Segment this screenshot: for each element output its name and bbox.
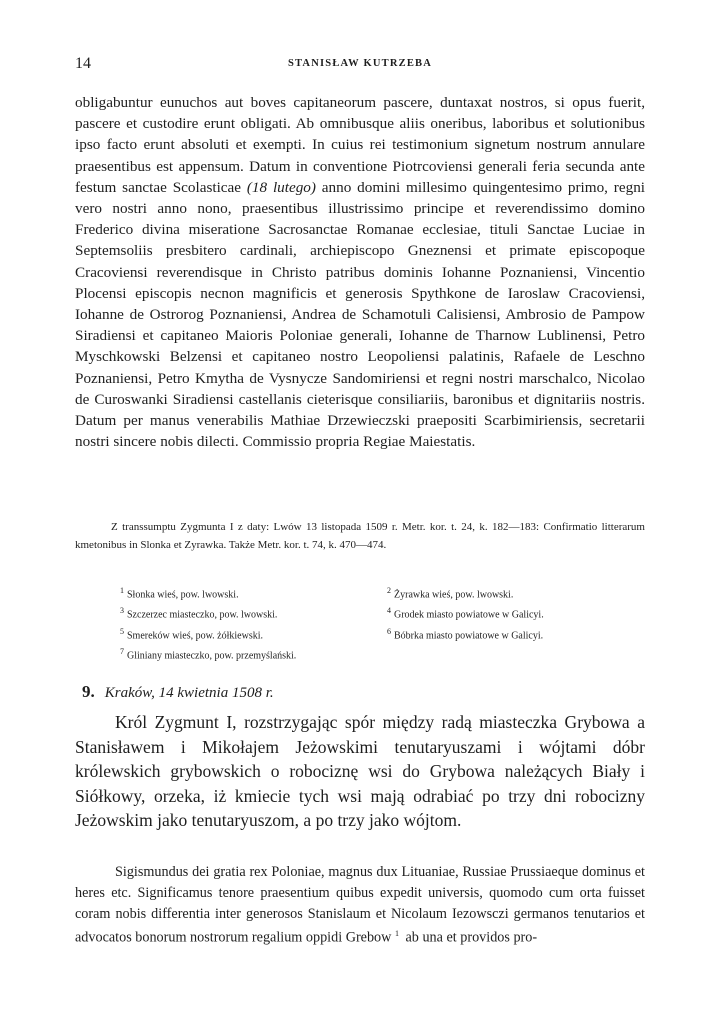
date-note: (18 lutego) [246, 178, 316, 196]
document-body: Sigismundus dei gratia rex Poloniae, magnus dux Lituaniae, Russiae Prussiaeque dominus et heres etc. Significamus tenore praesentium quibus expedit universis, quomodo cum orta fuisset coram nobis differentia inter generosos Stanislaum et Nicolaum Iezowsczi germanos tenutarios et advocatos bonorum nostrorum regalium oppidi Grebow $^1$ ab una et providos pro- [75, 864, 645, 947]
footnote: $^3$ Szczerzec miasteczko, pow. lwowski. [120, 606, 278, 621]
page-number: 14 [75, 55, 91, 72]
footnotes-right-column [387, 583, 657, 644]
main-text [75, 92, 645, 452]
document-summary: Król Zygmunt I, rozstrzygając spór między radą miasteczka Grybowa a Stanisławem i Mikołajem Jeżowskimi tenutaryuszami i wójtami dóbr królewskich grybowskich o robociznę wsi do Grybowa należących Biały i Siółkowy, orzeka, iż kmiecie tych wsi mają odrabiać po trzy dni robocizny Jeżowskim jako tenutaryuszom, a po trzy jako wójtom. [75, 712, 645, 830]
main-paragraph: obligabuntur eunuchos aut boves capitaneorum pascere, duntaxat nostros, si opus fuerit, pascere et custodire erunt obligati. Ab omnibusque aliis oneribus, laboribus et solutionibus ipso facto erunt absoluti et exempti. In cuius rei testimonium signetum nostrum annulare praesentibus est appensum. Datum in conventione Piotrcoviensi generali feria secunda ante festum sanctae Scolasticae (18 lutego) anno domini millesimo quingentesimo primo, regni vero nostri anno nono, praesentibus illustrissimo principe et reverendissimo domino Frederico divina miseratione Sacrosanctae Romanae ecclesiae, tituli Sanctae Luciae in Septemsoliis presbitero cardinali, archiepiscopo Gneznensi et primate episcopoque Cracoviensi reverendisque in Christo patribus dominis Iohanne Poznaniensi, Vincentio Plocensi episcopis necnon magnificis et generosis Spythkone de Iaroslaw Cracoviensi, Iohanne de Ostrorog Poznaniensi, Andrea de Schamotuli Calisiensi, Ambrosio de Pampow Siradiensi et capitaneo Maioris Poloniae generali, Iohanne de Tharnow Lublinensi, Petro Myschkowski Belzensi et capitaneo nostro Leopoliensi palatinis, Rafaele de Leschno Poznaniensi, Petro Kmytha de Vysnycze Sandomiriensi et regni nostri marschalco, Nicolao de Curoswanki Siradiensi castellanis cieterisque consiliariis, baronibus et dignitariis nostris. Datum per manus venerabilis Mathiae Drzewieczski praepositi Scarbimiriensis, secretarii nostri sincere nobis dilecti. Commissio propria Regiae Maiestatis. [75, 94, 646, 451]
footnote-reference: 1 [394, 929, 399, 939]
page-header [75, 55, 645, 75]
footnote: $^5$ Smereków wieś, pow. żółkiewski. [120, 626, 263, 641]
source-note: Z transsumptu Zygmunta I z daty: Lwów 13 listopada 1509 r. Metr. kor. t. 24, k. 182—183: Confirmatio litterarum kmetonibus in Slonka et Zyrawka. Także Metr. kor. t. 74, k. 470—474. [75, 521, 645, 551]
running-title: STANISŁAW KUTRZEBA [287, 58, 433, 69]
footnote: $^6$ Bóbrka miasto powiatowe w Galicyi. [387, 626, 544, 641]
document-place-date: Kraków, 14 kwietnia 1508 r. [104, 685, 274, 701]
footnote: $^4$ Grodek miasto powiatowe w Galicyi. [387, 606, 544, 621]
document-number: 9. [82, 682, 95, 701]
footnote: $^2$ Żyrawka wieś, pow. lwowski. [387, 586, 514, 601]
footnote: $^7$ Gliniany miasteczko, pow. przemyślański. [120, 646, 297, 662]
footnote: $^1$ Słonka wieś, pow. lwowski. [120, 586, 239, 601]
footnotes-left-column [120, 583, 390, 664]
document-heading [82, 682, 274, 702]
